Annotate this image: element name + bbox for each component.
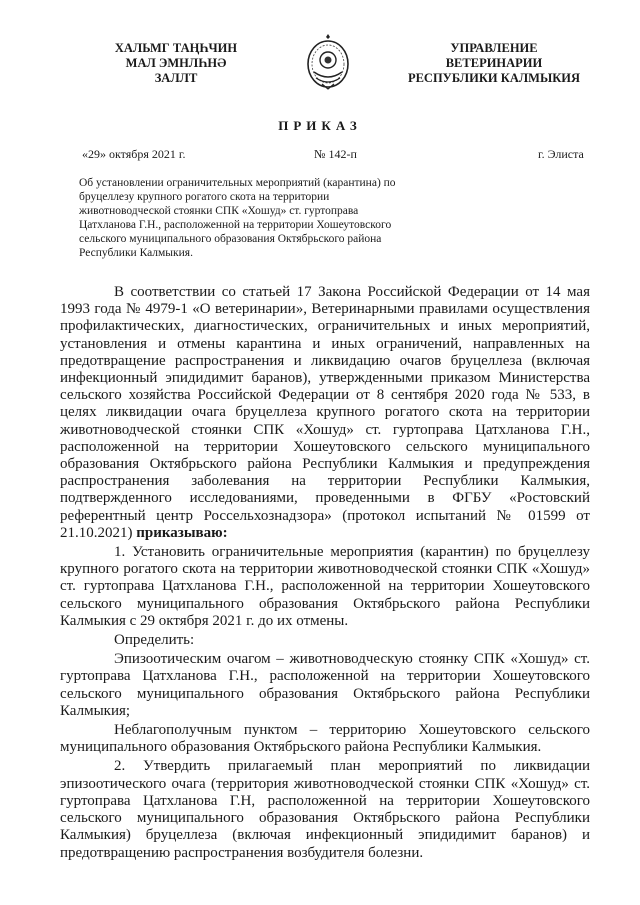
preamble-paragraph: [60, 284, 590, 542]
subject-line: Республики Калмыкия.: [79, 247, 193, 259]
header-veterinary-authority: [396, 41, 592, 86]
item-2-paragraph: 2. Утвердить прилагаемый план мероприятий по ликвидации эпизоотического очага (территория животноводческой стоянки СПК «Хошуд» ст. гуртоправа Цатхланова Г.Н, расположенной на территории Хошеутовского сельского муниципального образования Октябрьского района Республики Калмыкия) бруцеллеза (включая инфекционный эпидидимит баранов) и предотвращению распространения возбудителя болезни.: [60, 758, 590, 861]
subject-line: Об установлении ограничительных мероприятий (карантина) по: [79, 177, 396, 189]
subject-line: животноводческой стоянки СПК «Хошуд» ст. гуртоправа: [79, 205, 359, 217]
header-left-line: ХАЛЬМГ ТАҢҺЧИН: [114, 41, 238, 55]
preamble-text: В соответствии со статьей 17 Закона Российской Федерации от 14 мая 1993 года № 4979-1 «О ветеринарии», Ветеринарными правилами осуществления профилактических, диагностических, ограничительных и иных мероприятий, установления и отмены карантина и иных ограничений, направленных на предотвращение распространения и ликвидацию очагов бруцеллеза (включая инфекционный эпидидимит баранов), утвержденными приказом Министерства сельского хозяйства Российской Федерации от 8 сентября 2020 года № 533, в целях ликвидации очага бруцеллеза крупного рогатого скота на территории животноводческой стоянки СПК «Хошуд» ст. гуртоправа Цатхланова Г.Н., расположенной на территории Хошеутовского сельского муниципального образования Октябрьского района Республики Калмыкия и предупреждения распространения заболевания на территории Республики Калмыкия, подтвержденного исследованиями, проведенными в ФГБУ «Ростовский референтный центр Россельхознадзора» (протокол испытаний № 01599 от 21.10.2021): [60, 284, 590, 541]
header-right-line: РЕСПУБЛИКИ КАЛМЫКИЯ: [407, 71, 581, 85]
subject-line: Цатхланова Г.Н., расположенной на территории Хошеутовского: [79, 219, 392, 231]
focus-paragraph: Эпизоотическим очагом – животноводческую стоянку СПК «Хошуд» ст. гуртоправа Цатхланова Г.Н., расположенной на территории Хошеутовского сельского муниципального образования Октябрьского района Республики Калмыкия;: [60, 651, 590, 719]
header-kalmyk-authority: [96, 41, 256, 86]
order-body: [60, 284, 590, 862]
header-left-line: МАЛ ЭМНЛҺНӘ: [125, 56, 227, 70]
order-subject: [79, 176, 459, 260]
order-date: «29» октября 2021 г.: [82, 147, 186, 161]
subject-line: сельского муниципального образования Октябрьского района: [79, 233, 382, 245]
item-1-paragraph: 1. Установить ограничительные мероприятия (карантин) по бруцеллезу крупного рогатого скота на территории животноводческой стоянки СПК «Хошуд» ст. гуртоправа Цатхланова Г.Н., расположенной на территории Хошеутовского сельского муниципального образования Октябрьского района Республики Калмыкия с 29 октября 2021 г. до их отмены.: [60, 544, 590, 629]
header-right-line: УПРАВЛЕНИЕ: [450, 41, 538, 55]
kalmykia-coat-of-arms-icon: [304, 32, 352, 92]
order-title: ПРИКАЗ: [278, 118, 362, 133]
header-right-line: ВЕТЕРИНАРИИ: [445, 56, 543, 70]
order-number: № 142-п: [314, 147, 357, 161]
header-left-line: ЗАЛЛТ: [154, 71, 198, 85]
decree-word: приказываю:: [136, 524, 228, 541]
define-paragraph: Определить:: [114, 632, 195, 649]
order-city: г. Элиста: [538, 147, 584, 161]
unfavorable-point-paragraph: Неблагополучным пунктом – территорию Хошеутовского сельского муниципального образования Октябрьского района Республики Калмыкия.: [60, 722, 590, 756]
subject-line: бруцеллезу крупного рогатого скота на территории: [79, 191, 330, 203]
